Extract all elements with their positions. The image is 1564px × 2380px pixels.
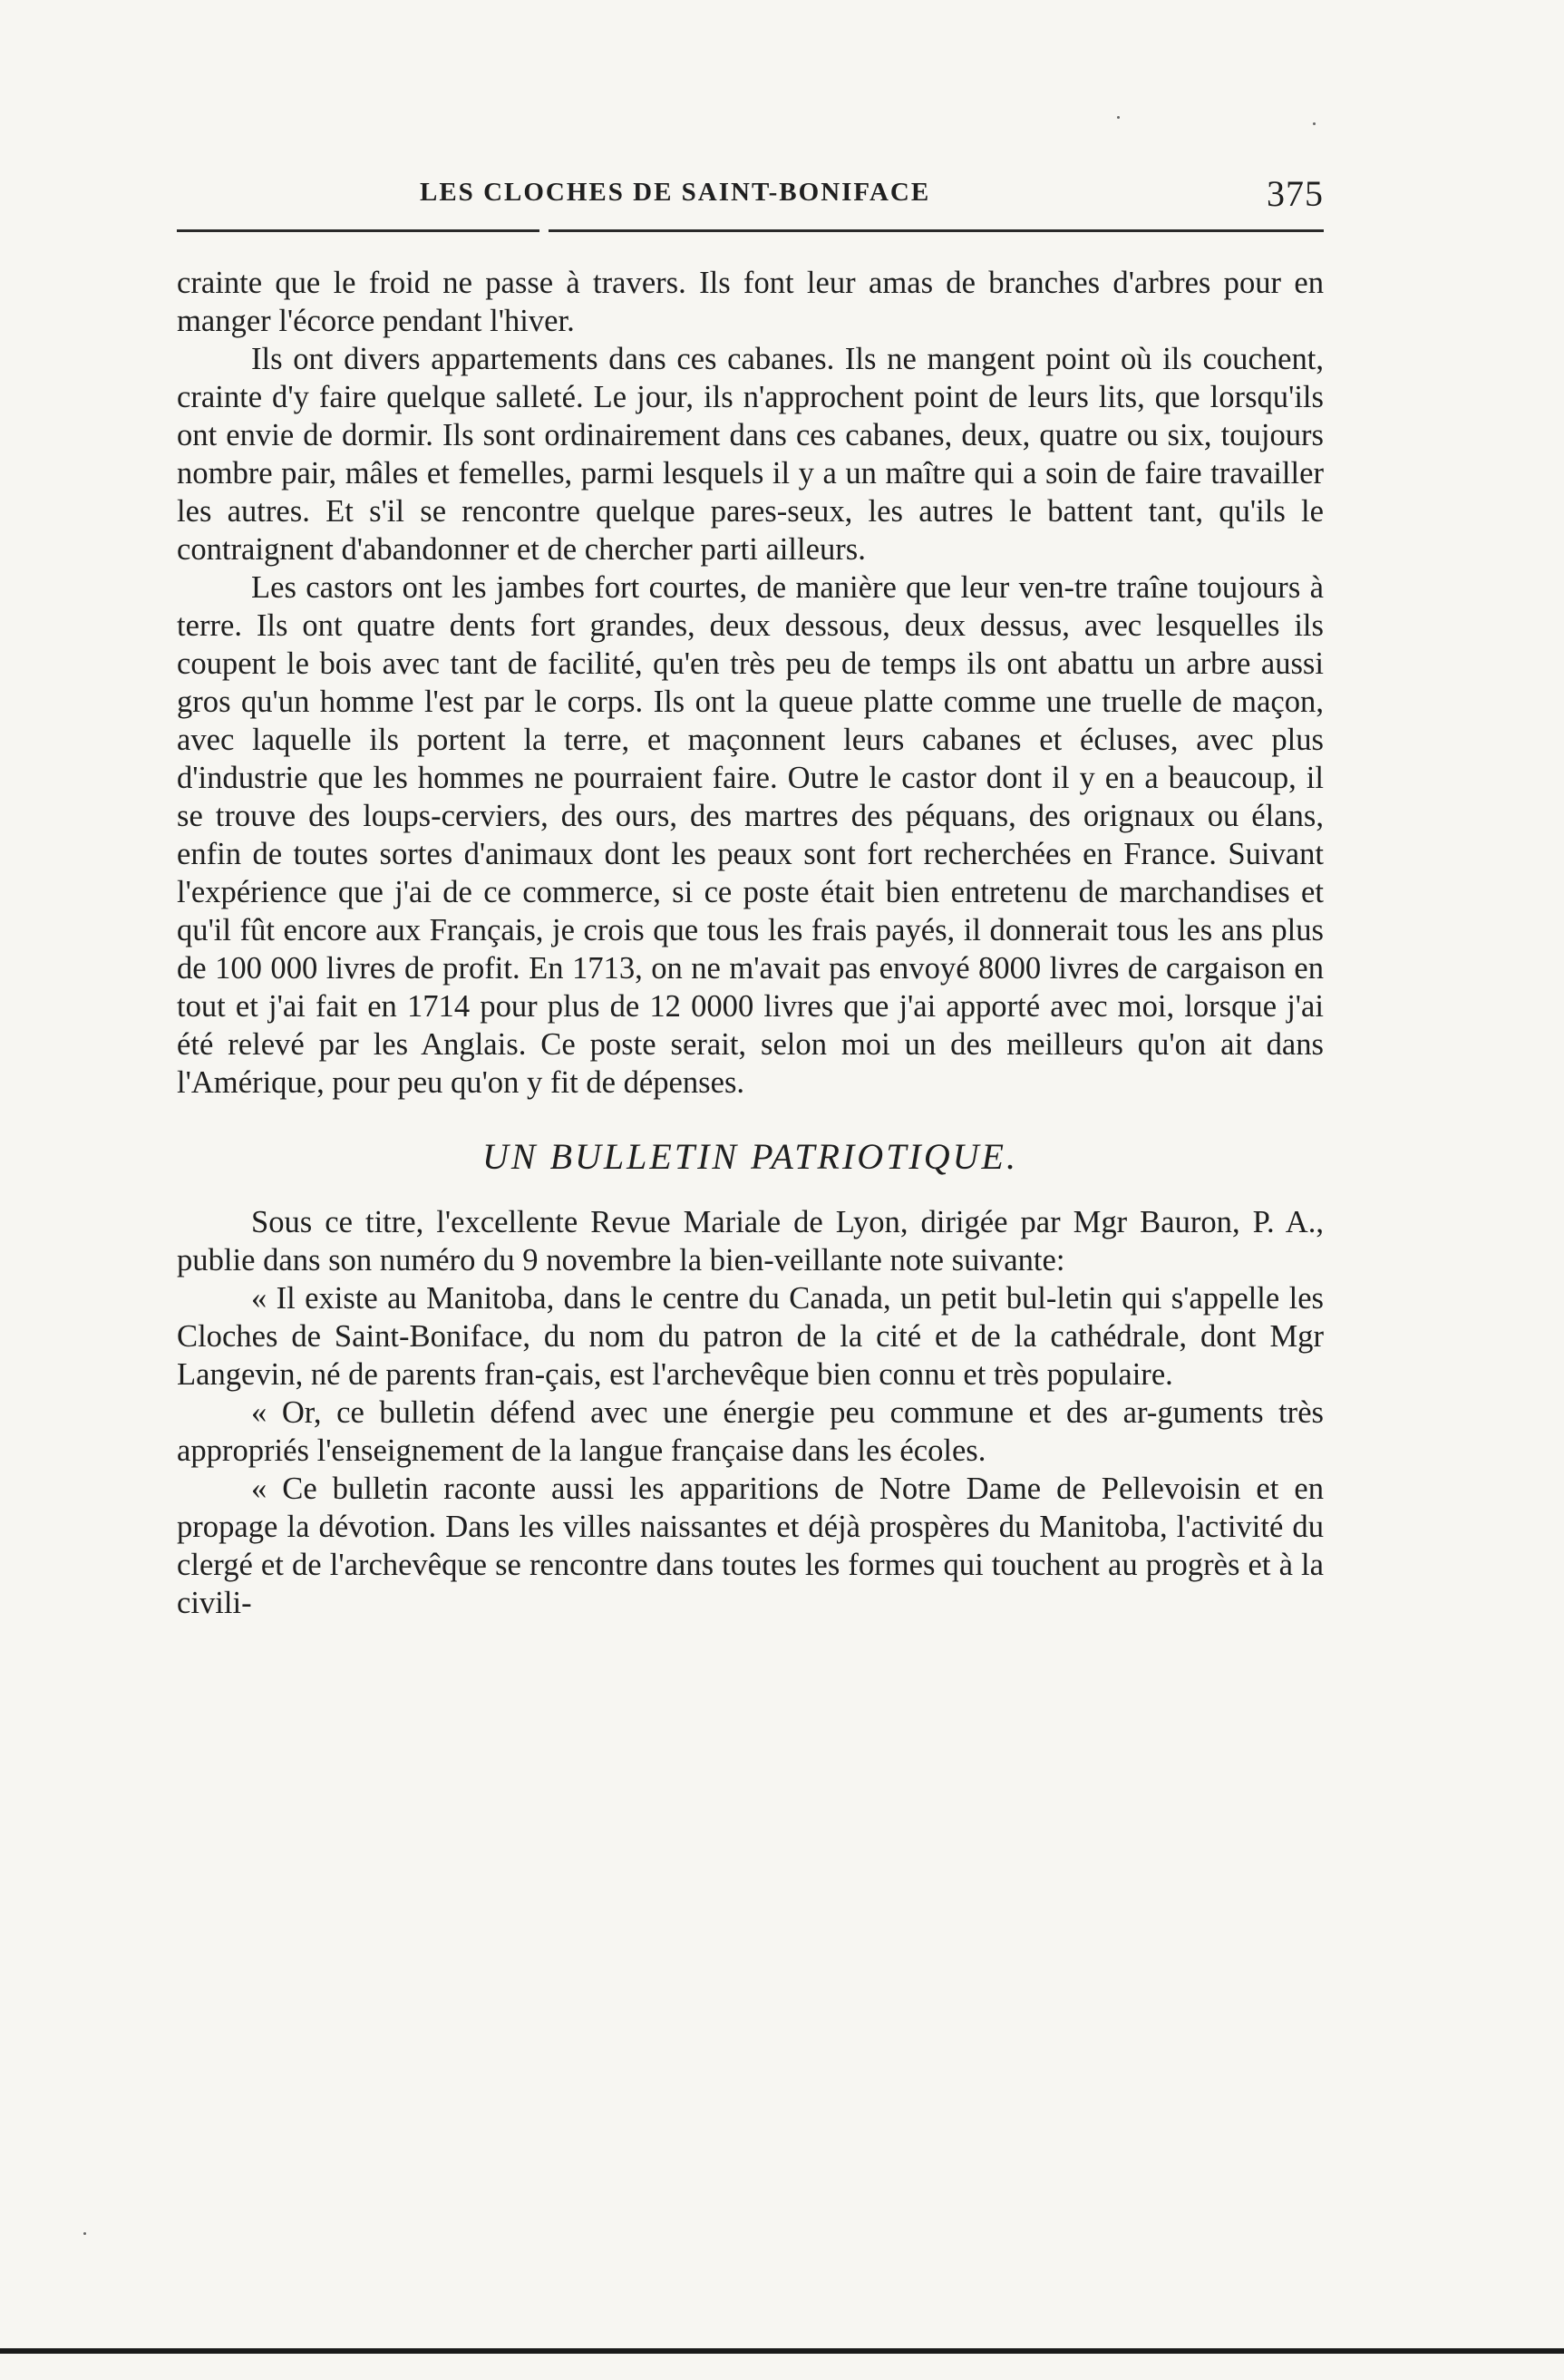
scan-speck	[1117, 116, 1120, 119]
section-paragraph-1: Sous ce titre, l'excellente Revue Mariale de Lyon, dirigée par Mgr Bauron, P. A., publie dans son numéro du 9 novembre la bien-veillante note suivante:	[177, 1205, 1324, 1277]
paragraph-2: Ils ont divers appartements dans ces cabanes. Ils ne mangent point où ils couchent, crainte d'y faire quelque salleté. Le jour, ils n'approchent point de leurs lits, que lorsqu'ils ont envie de dormir. Ils sont ordinairement dans ces cabanes, deux, quatre ou six, toujours nombre pair, mâles et femelles, parmi lesquels il y a un maître qui a soin de faire travailler les autres. Et s'il se rencontre quelque pares-seux, les autres le battent tant, qu'ils le contraignent d'abandonner et de chercher parti ailleurs.	[177, 342, 1324, 567]
running-title: LES CLOCHES DE SAINT-BONIFACE	[420, 178, 931, 207]
body-text	[177, 264, 1324, 1622]
section-paragraph-3: « Or, ce bulletin défend avec une énergie peu commune et des ar-guments très appropriés l'enseignement de la langue française dans les écoles.	[177, 1395, 1324, 1468]
header-rule	[177, 229, 1324, 238]
section-title: UN BULLETIN PATRIOTIQUE.	[482, 1136, 1018, 1177]
section-paragraph-4: « Ce bulletin raconte aussi les apparitions de Notre Dame de Pellevoisin et en propage la dévotion. Dans les villes naissantes et déjà prospères du Manitoba, l'activité du clergé et de l'archevêque se rencontre dans toutes les formes qui touchent au progrès et à la civili-	[177, 1472, 1324, 1620]
header-rule-right	[549, 229, 1324, 232]
header-rule-left	[177, 229, 539, 232]
book-page	[177, 172, 1324, 1622]
scan-edge-line	[0, 2348, 1564, 2354]
page-number: 375	[1267, 173, 1324, 214]
scan-speck	[1313, 122, 1316, 125]
paragraph-3: Les castors ont les jambes fort courtes, de manière que leur ven-tre traîne toujours à terre. Ils ont quatre dents fort grandes, deux dessous, deux dessus, avec lesquelles ils coupent le bois avec tant de facilité, qu'en très peu de temps ils ont abattu un arbre aussi gros qu'un homme l'est par le corps. Ils ont la queue platte comme une truelle de maçon, avec laquelle ils portent la terre, et maçonnent leurs cabanes et écluses, avec plus d'industrie que les hommes ne pourraient faire. Outre le castor dont il y en a beaucoup, il se trouve des loups-cerviers, des ours, des martres des péquans, des orignaux ou élans, enfin de toutes sortes d'animaux dont les peaux sont fort recherchées en France. Suivant l'expérience que j'ai de ce commerce, si ce poste était bien entretenu de marchandises et qu'il fût encore aux Français, je crois que tous les frais payés, il donnerait tous les ans plus de 100 000 livres de profit. En 1713, on ne m'avait pas envoyé 8000 livres de cargaison en tout et j'ai fait en 1714 pour plus de 12 0000 livres que j'ai apporté avec moi, lorsque j'ai été relevé par les Anglais. Ce poste serait, selon moi un des meilleurs qu'on ait dans l'Amérique, pour peu qu'on y fit de dépenses.	[177, 570, 1324, 1100]
running-head	[177, 172, 1324, 227]
scan-speck	[83, 2232, 86, 2235]
paragraph-1: crainte que le froid ne passe à travers. Ils font leur amas de branches d'arbres pour en manger l'écorce pendant l'hiver.	[177, 266, 1324, 338]
section-paragraph-2: « Il existe au Manitoba, dans le centre du Canada, un petit bul-letin qui s'appelle les Cloches de Saint-Boniface, du nom du patron de la cité et de la cathédrale, dont Mgr Langevin, né de parents fran-çais, est l'archevêque bien connu et très populaire.	[177, 1281, 1324, 1392]
